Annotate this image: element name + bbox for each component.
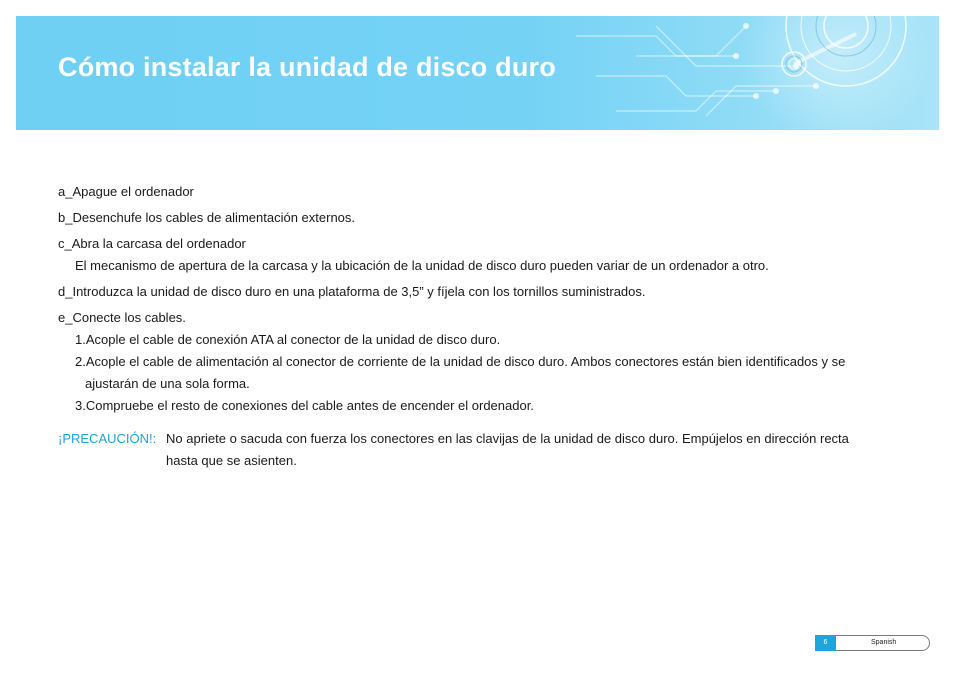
step-a: a_Apague el ordenador bbox=[58, 184, 194, 199]
page-footer bbox=[815, 635, 930, 651]
step-e: e_Conecte los cables. bbox=[58, 310, 186, 325]
step-c: c_Abra la carcasa del ordenador bbox=[58, 236, 246, 251]
page-number: 6 bbox=[815, 635, 836, 651]
header-banner bbox=[16, 16, 939, 130]
step-e-2-continued: ajustarán de una sola forma. bbox=[85, 376, 250, 391]
step-e-2: 2.Acople el cable de alimentación al conector de corriente de la unidad de disco duro. Ambos conectores están bien identificados y se bbox=[75, 354, 846, 369]
step-c-note: El mecanismo de apertura de la carcasa y la ubicación de la unidad de disco duro pueden variar de un ordenador a otro. bbox=[75, 258, 769, 273]
language-label: Spanish bbox=[871, 639, 897, 646]
step-e-1: 1.Acople el cable de conexión ATA al conector de la unidad de disco duro. bbox=[75, 332, 501, 347]
caution-text-continued: hasta que se asienten. bbox=[166, 453, 297, 468]
caution-label: ¡PRECAUCIÓN!: bbox=[58, 431, 157, 446]
step-b: b_Desenchufe los cables de alimentación externos. bbox=[58, 210, 356, 225]
step-e-3: 3.Compruebe el resto de conexiones del cable antes de encender el ordenador. bbox=[75, 398, 534, 413]
step-d: d_Introduzca la unidad de disco duro en una plataforma de 3,5” y fíjela con los tornillos suministrados. bbox=[58, 284, 646, 299]
caution-text: No apriete o sacuda con fuerza los conectores en las clavijas de la unidad de disco duro. Empújelos en dirección recta bbox=[166, 431, 849, 446]
page-title: Cómo instalar la unidad de disco duro bbox=[58, 52, 556, 82]
